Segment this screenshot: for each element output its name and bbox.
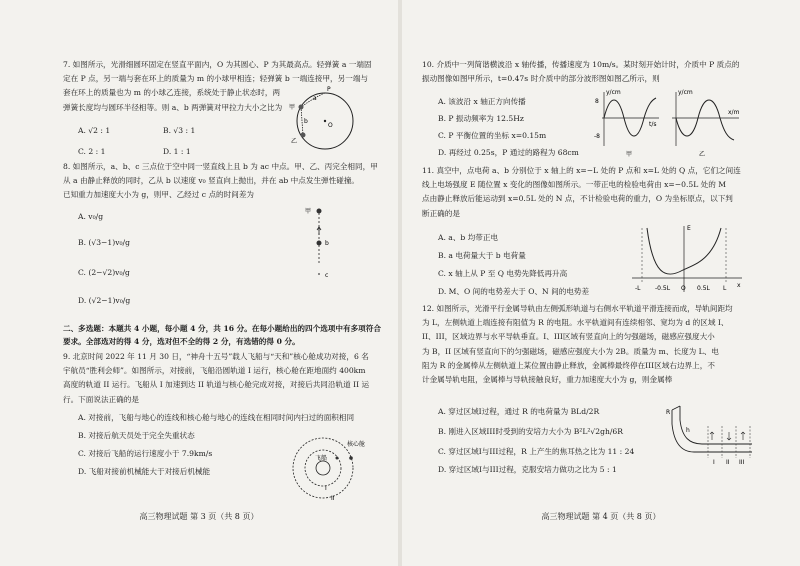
q9-line: 9. 北京时间 2022 年 11 月 30 日，“神舟十五号”载人飞船与“天和”核心舱成功对接，6 名 [63, 352, 369, 361]
q11-tick: O [681, 285, 686, 292]
q11-tick: 0.5L [697, 285, 710, 292]
q12-region-iii: III [739, 459, 745, 466]
q11-option-c: C. x 轴上从 P 至 Q 电势先降低再升高 [438, 269, 568, 278]
question-11 [422, 164, 762, 221]
q7-label-b: b [304, 118, 308, 125]
q7-line: 7. 如图所示，光滑细圆环固定在竖直平面内，O 为其圆心、P 为其最高点。轻弹簧 a 一端固 [63, 60, 372, 69]
q10-y-label: y/cm [606, 89, 621, 96]
q11-tick: L [723, 285, 727, 292]
q11-option-d: D. M、O 间的电势差大于 O、N 间的电势差 [438, 287, 590, 296]
q10-yi-label: 乙 [699, 151, 706, 158]
right-page [402, 0, 800, 566]
q7-line: 套在环上的质量也为 m 的小球乙连接，系统处于静止状态时，两 [63, 88, 281, 98]
q8-line: 已知重力加速度大小为 g，则甲、乙经过 c 点的时间差为 [63, 190, 255, 200]
q7-label-jia: 甲 [289, 104, 296, 111]
q12-region-i: I [713, 459, 715, 466]
left-page [0, 0, 398, 566]
q7-label-yi: 乙 [291, 138, 298, 145]
q12-option-c: C. 穿过区域I与III过程，R 上产生的焦耳热之比为 11 : 24 [438, 447, 635, 456]
q9-option-b: B. 对接后航天员处于完全失重状态 [78, 431, 195, 440]
q11-tick: -0.5L [655, 285, 671, 292]
q9-line: 行。下面说法正确的是 [63, 394, 139, 404]
q8-line: 从 a 由静止释放的同时，乙从 b 以速度 v₀ 竖直向上抛出，并在 ab 中点发生弹性碰撞。 [63, 176, 360, 186]
q11-line: 11. 真空中，点电荷 a、b 分别位于 x 轴上的 x=−L 处的 P 点和 x=L 处的 Q 点，它们之间连 [422, 166, 741, 175]
q9-orbit-figure [285, 432, 365, 502]
q7-line: 弹簧长度均与圆环半径相等。则 a、b 两弹簧对甲拉力大小之比为 [63, 102, 283, 112]
q7-line: 定在 P 点，另一端与套在环上的质量为 m 的小球甲相连；轻弹簧 b 一端连接甲，另一端与 [63, 74, 369, 84]
question-10 [422, 58, 752, 86]
q12-r-label: R [666, 409, 671, 416]
q7-option-b: B. √3 : 1 [163, 126, 196, 135]
q11-tick: -L [635, 285, 641, 292]
q9-option-d: D. 飞船对接前机械能大于对接后机械能 [78, 467, 211, 476]
q12-region-ii: II [726, 459, 730, 466]
q10-x-label: x/m [728, 109, 740, 116]
q8-vertical-figure [305, 205, 345, 280]
q9-label-i: I [325, 485, 327, 492]
q10-waveform-graph [672, 89, 740, 158]
q10-jia-label: 甲 [626, 151, 633, 158]
q7-label-a: a [313, 95, 317, 102]
q11-option-a: A. a、b 均带正电 [438, 233, 499, 242]
q12-line: 12. 如图所示，光滑平行金属导轨由左侧弧形轨道与右侧水平轨道平滑连接而成，导轨间距均 [422, 304, 733, 313]
q8-option-c: C. (2−√2)v₀/g [78, 268, 130, 277]
left-page-footer: 高三物理试题 第 3 页（共 8 页） [139, 512, 259, 521]
q10-amp-label: 8 [595, 98, 599, 105]
q12-line: 阻为 R 的金属棒从左侧轨道上某位置由静止释放，金属棒最终停在III区域右边界上，不 [422, 360, 715, 370]
q8-label-b: b [325, 240, 329, 247]
q10-line: 10. 介质中一列简谐横波沿 x 轴传播，传播速度为 10m/s。某时刻开始计时，介质中 P 质点的 [422, 60, 740, 69]
q11-option-b: B. a 电荷量大于 b 电荷量 [438, 251, 526, 260]
question-8 [63, 160, 383, 203]
q10-y2-label: y/cm [678, 89, 693, 96]
q8-line: 8. 如图所示，a、b、c 三点位于空中同一竖直线上且 b 为 ac 中点。甲、乙、丙完全相同，甲 [63, 162, 378, 171]
q12-option-a: A. 穿过区域I过程，通过 R 的电荷量为 BLd/2R [438, 407, 600, 416]
q10-t-label: t/s [649, 121, 657, 128]
right-page-footer: 高三物理试题 第 4 页（共 8 页） [541, 512, 661, 521]
q8-label-jia: 甲 [305, 208, 312, 215]
q7-ring-figure [285, 85, 365, 155]
q10-line: 振动图像如图甲所示，t=0.47s 时介质中的部分波形图如图乙所示，则 [422, 74, 660, 84]
q8-option-d: D. (√2−1)v₀/g [78, 296, 131, 305]
q10-option-c: C. P 平衡位置的坐标 x=0.15m [438, 131, 547, 140]
q7-option-c: C. 2 : 1 [78, 147, 106, 156]
q8-label-c: c [325, 272, 329, 279]
q12-option-d: D. 穿过区域I与III过程，克服安培力做功之比为 5 : 1 [438, 465, 617, 474]
q12-line: II、III，区域边界与水平导轨垂直。I、III区域有竖直向上的匀强磁场，磁感应强度大小 [422, 332, 715, 342]
q7-label-p: P [327, 86, 331, 93]
q12-rail-figure [664, 404, 754, 464]
q10-namp-label: -8 [594, 133, 600, 140]
q9-label-core: 核心舱 [347, 441, 366, 448]
q9-line: 高度的轨道 II 运行。飞船从 I 加速到达 II 轨道与核心舱完成对接，对接后共同沿轨道 II 运 [63, 380, 370, 390]
q10-option-b: B. P 振动频率为 12.5Hz [438, 114, 524, 123]
q7-option-d: D. 1 : 1 [163, 147, 191, 156]
q11-x-label: x [737, 282, 741, 289]
q8-option-a: A. v₀/g [78, 212, 104, 221]
question-12 [422, 302, 767, 387]
q10-wave-figures [594, 88, 744, 158]
q10-option-a: A. 该波沿 x 轴正方向传播 [438, 97, 526, 106]
q11-line: 断正确的是 [422, 208, 460, 218]
q10-vibration-graph [594, 89, 659, 158]
q9-label-ship: 飞船 [315, 455, 328, 462]
q12-option-b: B. 刚进入区域III时受到的安培力大小为 B²L²√2gh/6R [438, 427, 623, 436]
q9-option-a: A. 对接前，飞船与地心的连线和核心舱与地心的连线在相同时间内扫过的面积相同 [78, 413, 355, 422]
q12-h-label: h [686, 427, 690, 434]
q12-line: 为 B，II 区域有竖直向下的匀强磁场，磁感应强度大小为 2B。质量为 m、长度为 L、电 [422, 346, 719, 356]
q11-line: 点由静止释放后能运动到 x=0.5L 处的 N 点，不计检验电荷的重力，O 为坐标原点，以下判 [422, 194, 733, 204]
q10-option-d: D. 再经过 0.25s，P 通过的路程为 68cm [438, 148, 579, 157]
q11-e-label: E [687, 225, 691, 232]
question-9 [63, 350, 383, 407]
q12-line: 计金属导轨电阻，金属棒与导轨接触良好，重力加速度大小为 g，则金属棒 [422, 375, 673, 385]
q7-option-a: A. √2 : 1 [78, 126, 111, 135]
section-2-heading: 二、多选题：本题共 4 小题，每小题 4 分，共 16 分。在每小题给出的四个选项中有多项符合要求。全部选对的得 4 分，选对但不全的得 2 分，有选错的得 0 分。 [63, 324, 381, 346]
q9-line: 宇航员“胜利会师”。如图所示，对接前，飞船沿圆轨道 I 运行，核心舱在距地面约 400km [63, 366, 366, 376]
q11-field-graph [627, 222, 747, 297]
q9-label-ii: II [331, 495, 335, 502]
q7-label-o: O [328, 122, 333, 129]
q12-line: 为 L，左侧轨道上端连接有阻值为 R 的电阻。水平轨道间有连续相邻、宽均为 d 的区域 I、 [422, 318, 729, 328]
q11-line: 线上电场强度 E 随位置 x 变化的图像如图所示。一带正电的检验电荷由 x=−0.5L 处的 M [422, 180, 727, 190]
q8-option-b: B. (√3−1)v₀/g [78, 238, 130, 247]
q9-option-c: C. 对接后飞船的运行速度小于 7.9km/s [78, 449, 213, 458]
